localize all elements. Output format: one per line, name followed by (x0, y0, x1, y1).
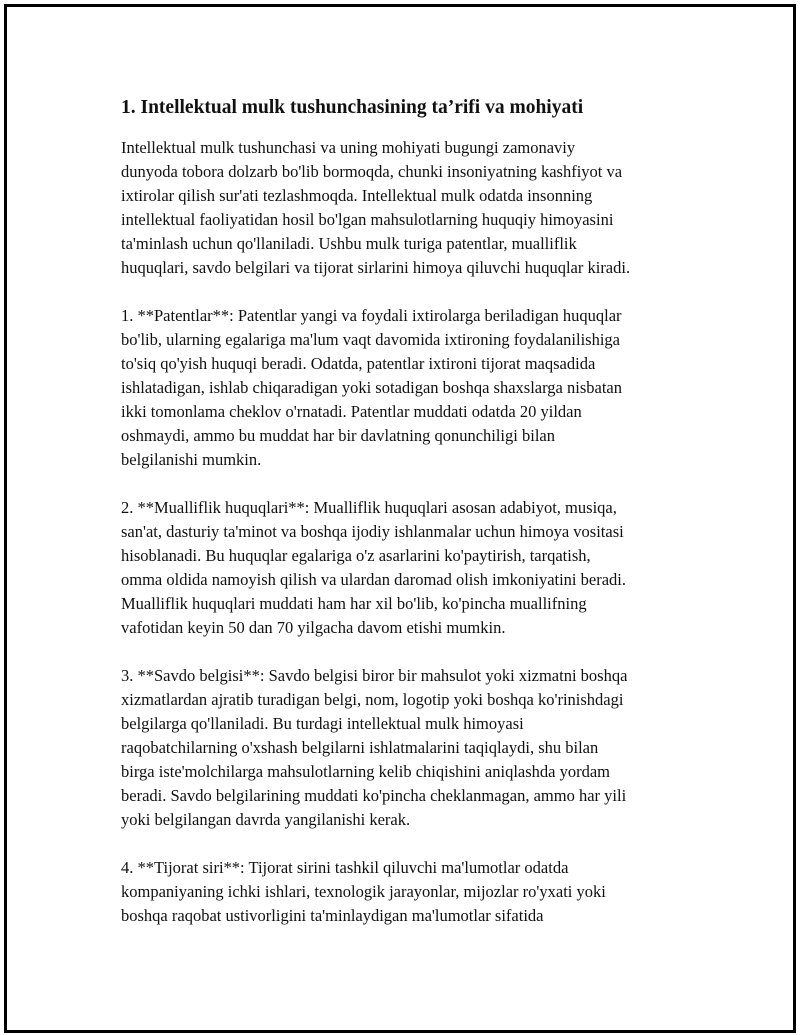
intro-paragraph: Intellektual mulk tushunchasi va uning mohiyati bugungi zamonaviy dunyoda tobora dolzarb bo'lib bormoqda, chunki insoniyatning kashfiyot va ixtirolar qilish sur'ati tezlashmoqda. Intellektual mulk odatda insonning intellektual faoliyatidan hosil bo'lgan mahsulotlarning huquqiy himoyasini ta'minlash uchun qo'llaniladi. Ushbu mulk turiga patentlar, mualliflik huquqlari, savdo belgilari va tijorat sirlarini himoya qiluvchi huquqlar kiradi. (121, 138, 631, 277)
trademark-paragraph: 3. **Savdo belgisi**: Savdo belgisi biror bir mahsulot yoki xizmatni boshqa xizmatlardan ajratib turadigan belgi, nom, logotip yoki boshqa ko'rinishdagi belgilarga qo'llaniladi. Bu turdagi intellektual mulk himoyasi raqobatchilarning o'xshash belgilarni ishlatmalarini taqiqlaydi, shu bilan birga iste'molchilarga mahsulotlarning kelib chiqishini aniqlashda yordam beradi. Savdo belgilarining muddati ko'pincha cheklanmagan, ammo har yili yoki belgilangan davrda yangilanishi kerak. (121, 666, 628, 829)
patents-paragraph: 1. **Patentlar**: Patentlar yangi va foydali ixtirolarga beriladigan huquqlar bo'lib, ularning egalariga ma'lum vaqt davomida ixtironing foydalanilishiga to'siq qo'yish huquqi beradi. Odatda, patentlar ixtironi tijorat maqsadida ishlatadigan, ishlab chiqaradigan yoki sotadigan boshqa shaxslarga nisbatan ikki tomonlama cheklov o'rnatadi. Patentlar muddati odatda 20 yildan oshmaydi, ammo bu muddat har bir davlatning qonunchiligi bilan belgilanishi mumkin. (121, 306, 622, 469)
document-body (121, 95, 701, 952)
copyright-paragraph: 2. **Mualliflik huquqlari**: Mualliflik huquqlari asosan adabiyot, musiqa, san'at, dasturiy ta'minot va boshqa ijodiy ishlanmalar uchun himoya vositasi hisoblanadi. Bu huquqlar egalariga o'z asarlarini ko'paytirish, tarqatish, omma oldida namoyish qilish va ulardan daromad olish imkoniyatini beradi. Mualliflik huquqlari muddati ham har xil bo'lib, ko'pincha muallifning vafotidan keyin 50 dan 70 yilgacha davom etishi mumkin. (121, 498, 626, 637)
document-page (4, 4, 796, 1033)
trade-secret-paragraph: 4. **Tijorat siri**: Tijorat sirini tashkil qiluvchi ma'lumotlar odatda kompaniyaning ichki ishlari, texnologik jarayonlar, mijozlar ro'yxati yoki boshqa raqobat ustivorligini ta'minlaydigan ma'lumotlar sifatida (121, 858, 606, 925)
document-title: 1. Intellektual mulk tushunchasining ta’rifi va mohiyati (121, 97, 584, 118)
